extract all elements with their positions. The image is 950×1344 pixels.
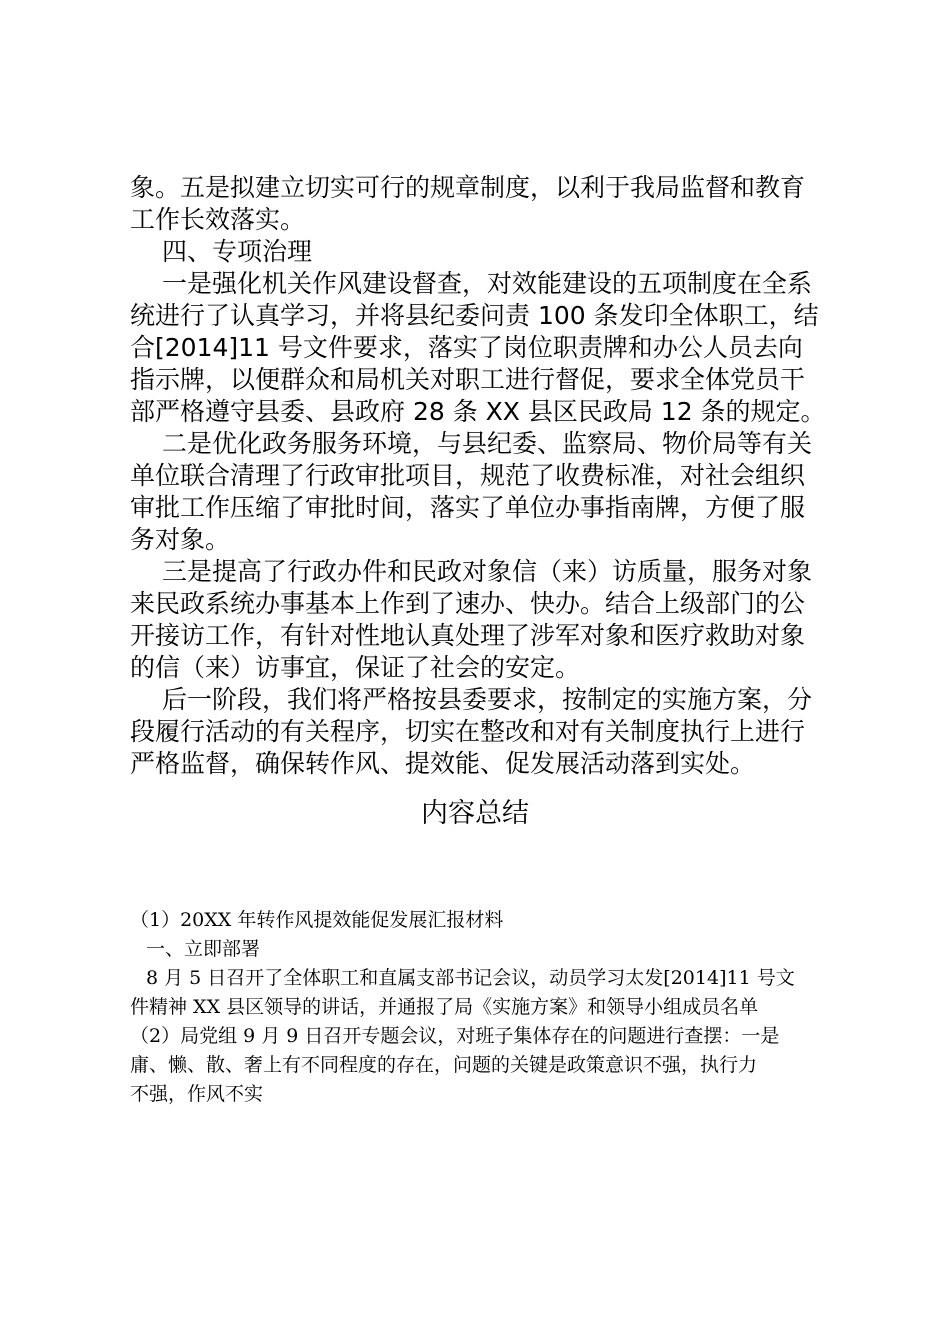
body-line: 部严格遵守县委、县政府 28 条 XX 县区民政局 12 条的规定。 xyxy=(130,397,826,426)
body-line: 单位联合清理了行政审批项目，规范了收费标准，对社会组织 xyxy=(130,461,806,490)
summary-heading: 内容总结 xyxy=(421,798,529,829)
summary-line: 不强，作风不实 xyxy=(130,1083,264,1105)
body-line: 后一阶段，我们将严格按县委要求，按制定的实施方案，分 xyxy=(162,685,813,714)
body-line: 合[2014]11 号文件要求，落实了岗位职责牌和办公人员去向 xyxy=(130,333,803,362)
body-line: 三是提高了行政办件和民政对象信（来）访质量，服务对象 xyxy=(162,557,813,586)
body-line: 一是强化机关作风建设督查，对效能建设的五项制度在全系 xyxy=(162,269,813,298)
section-heading: 四、专项治理 xyxy=(162,237,313,266)
body-line: 段履行活动的有关程序，切实在整改和对有关制度执行上进行 xyxy=(130,717,806,746)
summary-line: （1）20XX 年转作风提效能促发展汇报材料 xyxy=(130,909,504,931)
summary-line: 庸、懒、散、奢上有不同程度的存在，问题的关键是政策意识不强，执行力 xyxy=(130,1054,758,1076)
body-line: 的信（来）访事宜，保证了社会的安定。 xyxy=(130,653,581,682)
summary-line: 一、立即部署 xyxy=(146,938,261,960)
body-line: 开接访工作，有针对性地认真处理了涉军对象和医疗救助对象 xyxy=(130,621,806,650)
body-line: 象。五是拟建立切实可行的规章制度，以利于我局监督和教育 xyxy=(130,173,806,202)
summary-line: 8 月 5 日召开了全体职工和直属支部书记会议，动员学习太发[2014]11 号文 xyxy=(146,967,795,989)
summary-text xyxy=(130,906,830,1109)
body-text xyxy=(130,172,830,780)
body-line: 务对象。 xyxy=(130,525,231,554)
body-line: 审批工作压缩了审批时间，落实了单位办事指南牌，方便了服 xyxy=(130,493,806,522)
summary-line: 件精神 XX 县区领导的讲话，并通报了局《实施方案》和领导小组成员名单 xyxy=(130,996,759,1018)
body-line: 指示牌，以便群众和局机关对职工进行督促，要求全体党员干 xyxy=(130,365,806,394)
summary-line: （2）局党组 9 月 9 日召开专题会议，对班子集体存在的问题进行查摆：一是 xyxy=(130,1025,780,1047)
body-line: 工作长效落实。 xyxy=(130,205,306,234)
body-line: 统进行了认真学习，并将县纪委问责 100 条发印全体职工，结 xyxy=(130,301,819,330)
body-line: 严格监督，确保转作风、提效能、促发展活动落到实处。 xyxy=(130,749,756,778)
body-line: 二是优化政务服务环境，与县纪委、监察局、物价局等有关 xyxy=(162,429,813,458)
body-line: 来民政系统办事基本上作到了速办、快办。结合上级部门的公 xyxy=(130,589,806,618)
